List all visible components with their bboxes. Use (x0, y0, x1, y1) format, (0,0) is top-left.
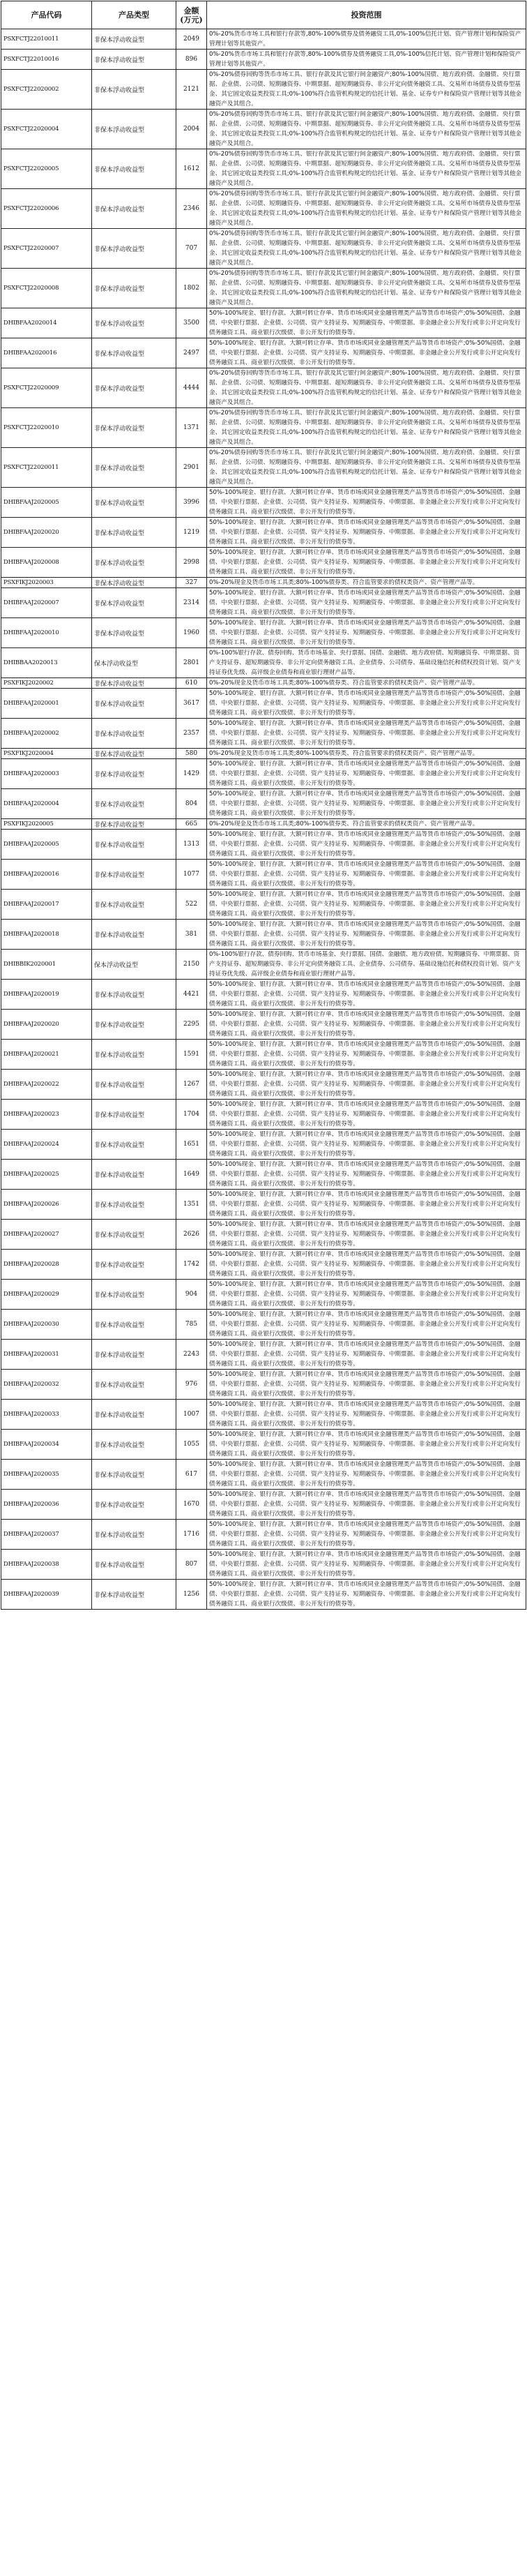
product-code-cell: DHIBFAAJ2020020 (1, 518, 92, 548)
product-code-cell: DHIBFAAJ2020025 (1, 1160, 92, 1190)
table-row (1, 1040, 526, 1070)
product-type-cell: 非保本浮动收益型 (92, 229, 176, 269)
product-type-cell: 非保本浮动收益型 (92, 920, 176, 950)
product-code-cell: PSXFCTJ22020006 (1, 189, 92, 229)
product-type-cell: 非保本浮动收益型 (92, 1340, 176, 1370)
product-type-cell: 非保本浮动收益型 (92, 1460, 176, 1490)
table-row (1, 189, 526, 229)
amount-cell: 3996 (176, 488, 207, 518)
product-code-cell: PSXFIKJ2020005 (1, 819, 92, 830)
table-row (1, 70, 526, 110)
table-row (1, 1520, 526, 1550)
table-row (1, 1280, 526, 1310)
amount-cell: 2121 (176, 70, 207, 110)
header-product-code: 产品代码 (1, 1, 92, 29)
product-type-cell: 非保本浮动收益型 (92, 488, 176, 518)
product-code-cell: DHIBFAAJ2020022 (1, 1070, 92, 1100)
product-type-cell: 非保本浮动收益型 (92, 408, 176, 448)
table-row (1, 338, 526, 368)
product-code-cell: DHIBFAAJ2020010 (1, 618, 92, 648)
table-row (1, 819, 526, 830)
header-amount (176, 1, 207, 29)
investment-scope-cell: 50%-100%现金、银行存款、大额可转让存单、货币市场或同业金融管理类产品等货币市场资产;0%-50%国债、金融债、中央银行票据、企业债、公司债、资产支持证券、短期融资券、中期票据、非金融企业公开发行或非公开定向发行债务融资工具、商业银行次级债、非公开发行的债券等。 (207, 1070, 526, 1100)
investment-scope-cell: 50%-100%现金、银行存款、大额可转让存单、货币市场或同业金融管理类产品等货币市场资产;0%-50%国债、金融债、中央银行票据、企业债、公司债、资产支持证券、短期融资券、中期票据、非金融企业公开发行或非公开定向发行债务融资工具、商业银行次级债、非公开发行的债券等。 (207, 338, 526, 368)
table-row (1, 408, 526, 448)
product-code-cell: DHIBBIK2020001 (1, 950, 92, 980)
amount-cell: 2243 (176, 1340, 207, 1370)
product-code-cell: DHIBFAAJ2020018 (1, 920, 92, 950)
amount-cell: 707 (176, 229, 207, 269)
table-row (1, 149, 526, 189)
product-code-cell: DHIBFAAJ2020016 (1, 860, 92, 890)
product-type-cell: 非保本浮动收益型 (92, 1370, 176, 1400)
amount-cell: 976 (176, 1370, 207, 1400)
product-code-cell: PSXFCTJ22020009 (1, 368, 92, 408)
investment-scope-cell: 50%-100%现金、银行存款、大额可转让存单、货币市场或同业金融管理类产品等货币市场资产;0%-50%国债、金融债、中央银行票据、企业债、公司债、资产支持证券、短期融资券、中期票据、非金融企业公开发行或非公开定向发行债务融资工具、商业银行次级债、非公开发行的债券等。 (207, 1190, 526, 1220)
table-row (1, 1370, 526, 1400)
table-row (1, 308, 526, 338)
investment-scope-cell: 0%-20%现金及货币市场工具类;80%-100%债券类、符合监管要求的债权类资产、资产管理产品等。 (207, 678, 526, 689)
product-code-cell: DHIBFAAJ2020037 (1, 1520, 92, 1550)
amount-cell: 807 (176, 1550, 207, 1580)
product-type-cell: 非保本浮动收益型 (92, 110, 176, 149)
table-row (1, 1100, 526, 1130)
product-code-cell: DHIBFAAJ2020003 (1, 759, 92, 789)
product-code-cell: DHIBFAAJ2020028 (1, 1250, 92, 1280)
investment-scope-cell: 50%-100%现金、银行存款、大额可转让存单、货币市场或同业金融管理类产品等货币市场资产;0%-50%国债、金融债、中央银行票据、企业债、公司债、资产支持证券、短期融资券、中期票据、非金融企业公开发行或非公开定向发行债务融资工具、商业银行次级债、非公开发行的债券等。 (207, 1400, 526, 1430)
amount-cell: 1651 (176, 1130, 207, 1160)
amount-cell: 3500 (176, 308, 207, 338)
investment-scope-cell: 0%-20%债券回购等货币市场工具、银行存款及其它银行间金融资产;80%-100%国债、地方政府债、金融债、央行票据、企业债、公司债、短期融资券、中期票据、超短期融资券、非公开定向债务融资工具、交易所市场债券及债券型基金、其它固定收益类投资工具;0%-100%符合监管机构规定的信托计划、基金、证券专户和保险资产管理计划等其他金融资产及其组合。 (207, 189, 526, 229)
product-code-cell: DHIBFAAJ2020005 (1, 830, 92, 860)
table-row (1, 1490, 526, 1520)
amount-cell: 1716 (176, 1520, 207, 1550)
amount-cell: 1077 (176, 860, 207, 890)
product-type-cell: 非保本浮动收益型 (92, 890, 176, 920)
table-row (1, 749, 526, 759)
investment-scope-cell: 50%-100%现金、银行存款、大额可转让存单、货币市场或同业金融管理类产品等货币市场资产;0%-50%国债、金融债、中央银行票据、企业债、公司债、资产支持证券、短期融资券、中期票据、非金融企业公开发行或非公开定向发行债务融资工具、商业银行次级债、非公开发行的债券等。 (207, 719, 526, 749)
product-code-cell: PSXFIKJ2020003 (1, 578, 92, 588)
amount-cell: 580 (176, 749, 207, 759)
investment-scope-cell: 0%-20%债券回购等货币市场工具、银行存款及其它银行间金融资产;80%-100%国债、地方政府债、金融债、央行票据、企业债、公司债、短期融资券、中期票据、超短期融资券、非公开定向债务融资工具、交易所市场债券及债券型基金、其它固定收益类投资工具;0%-100%符合监管机构规定的信托计划、基金、证券专户和保险资产管理计划等其他金融资产及其组合。 (207, 448, 526, 488)
investment-scope-cell: 50%-100%现金、银行存款、大额可转让存单、货币市场或同业金融管理类产品等货币市场资产;0%-50%国债、金融债、中央银行票据、企业债、公司债、资产支持证券、短期融资券、中期票据、非金融企业公开发行或非公开定向发行债务融资工具、商业银行次级债、非公开发行的债券等。 (207, 588, 526, 618)
investment-scope-cell: 0%-20%债券回购等货币市场工具、银行存款及其它银行间金融资产;80%-100%国债、地方政府债、金融债、央行票据、企业债、公司债、短期融资券、中期票据、超短期融资券、非公开定向债务融资工具、交易所市场债券及债券型基金、其它固定收益类投资工具;0%-100%符合监管机构规定的信托计划、基金、证券专户和保险资产管理计划等其他金融资产及其组合。 (207, 110, 526, 149)
amount-cell: 2357 (176, 719, 207, 749)
amount-cell: 2346 (176, 189, 207, 229)
table-row (1, 890, 526, 920)
investment-scope-cell: 50%-100%现金、银行存款、大额可转让存单、货币市场或同业金融管理类产品等货币市场资产;0%-50%国债、金融债、中央银行票据、企业债、公司债、资产支持证券、短期融资券、中期票据、非金融企业公开发行或非公开定向发行债务融资工具、商业银行次级债、非公开发行的债券等。 (207, 1040, 526, 1070)
product-type-cell: 保本浮动收益型 (92, 950, 176, 980)
table-row (1, 1460, 526, 1490)
amount-cell: 2901 (176, 448, 207, 488)
table-row (1, 648, 526, 678)
investment-scope-cell: 50%-100%现金、银行存款、大额可转让存单、货币市场或同业金融管理类产品等货币市场资产;0%-50%国债、金融债、中央银行票据、企业债、公司债、资产支持证券、短期融资券、中期票据、非金融企业公开发行或非公开定向发行债务融资工具、商业银行次级债、非公开发行的债券等。 (207, 920, 526, 950)
product-type-cell: 非保本浮动收益型 (92, 1040, 176, 1070)
table-row (1, 588, 526, 618)
product-code-cell: DHIBFAAJ2020019 (1, 980, 92, 1010)
product-type-cell: 非保本浮动收益型 (92, 1160, 176, 1190)
investment-scope-cell: 50%-100%现金、银行存款、大额可转让存单、货币市场或同业金融管理类产品等货币市场资产;0%-50%国债、金融债、中央银行票据、企业债、公司债、资产支持证券、短期融资券、中期票据、非金融企业公开发行或非公开定向发行债务融资工具、商业银行次级债、非公开发行的债券等。 (207, 759, 526, 789)
product-code-cell: DHIBBAA2020013 (1, 648, 92, 678)
product-type-cell: 非保本浮动收益型 (92, 1280, 176, 1310)
amount-cell: 3617 (176, 689, 207, 719)
table-row (1, 1580, 526, 1610)
amount-cell: 1802 (176, 269, 207, 308)
product-type-cell: 非保本浮动收益型 (92, 368, 176, 408)
amount-cell: 1007 (176, 1400, 207, 1430)
investment-scope-cell: 50%-100%现金、银行存款、大额可转让存单、货币市场或同业金融管理类产品等货币市场资产;0%-50%国债、金融债、中央银行票据、企业债、公司债、资产支持证券、短期融资券、中期票据、非金融企业公开发行或非公开定向发行债务融资工具、商业银行次级债、非公开发行的债券等。 (207, 789, 526, 819)
investment-scope-cell: 50%-100%现金、银行存款、大额可转让存单、货币市场或同业金融管理类产品等货币市场资产;0%-50%国债、金融债、中央银行票据、企业债、公司债、资产支持证券、短期融资券、中期票据、非金融企业公开发行或非公开定向发行债务融资工具、商业银行次级债、非公开发行的债券等。 (207, 1250, 526, 1280)
product-code-cell: PSXFCTJ22010016 (1, 50, 92, 70)
amount-cell: 1649 (176, 1160, 207, 1190)
investment-scope-cell: 0%-20%债券回购等货币市场工具、银行存款及其它银行间金融资产;80%-100%国债、地方政府债、金融债、央行票据、企业债、公司债、短期融资券、中期票据、超短期融资券、非公开定向债务融资工具、交易所市场债券及债券型基金、其它固定收益类投资工具;0%-100%符合监管机构规定的信托计划、基金、证券专户和保险资产管理计划等其他金融资产及其组合。 (207, 269, 526, 308)
product-type-cell: 非保本浮动收益型 (92, 448, 176, 488)
investment-scope-cell: 50%-100%现金、银行存款、大额可转让存单、货币市场或同业金融管理类产品等货币市场资产;0%-50%国债、金融债、中央银行票据、企业债、公司债、资产支持证券、短期融资券、中期票据、非金融企业公开发行或非公开定向发行债务融资工具、商业银行次级债、非公开发行的债券等。 (207, 980, 526, 1010)
table-row (1, 1430, 526, 1460)
product-code-cell: DHIBFAAJ2020036 (1, 1490, 92, 1520)
investment-scope-cell: 0%-20%债券回购等货币市场工具、银行存款及其它银行间金融资产;80%-100%国债、地方政府债、金融债、央行票据、企业债、公司债、短期融资券、中期票据、超短期融资券、非公开定向债务融资工具、交易所市场债券及债券型基金、其它固定收益类投资工具;0%-100%符合监管机构规定的信托计划、基金、证券专户和保险资产管理计划等其他金融资产及其组合。 (207, 368, 526, 408)
investment-scope-cell: 0%-20%现金及货币市场工具类;80%-100%债券类、符合监管要求的债权类资产、资产管理产品等。 (207, 749, 526, 759)
product-code-cell: PSXFCTJ22020011 (1, 448, 92, 488)
product-type-cell: 非保本浮动收益型 (92, 1310, 176, 1340)
investment-scope-cell: 50%-100%现金、银行存款、大额可转让存单、货币市场或同业金融管理类产品等货币市场资产;0%-50%国债、金融债、中央银行票据、企业债、公司债、资产支持证券、短期融资券、中期票据、非金融企业公开发行或非公开定向发行债务融资工具、商业银行次级债、非公开发行的债券等。 (207, 1310, 526, 1340)
product-code-cell: PSXFCTJ22020010 (1, 408, 92, 448)
product-type-cell: 非保本浮动收益型 (92, 1100, 176, 1130)
amount-cell: 1256 (176, 1580, 207, 1610)
table-row (1, 29, 526, 50)
amount-cell: 1371 (176, 408, 207, 448)
product-code-cell: PSXFIKJ2020004 (1, 749, 92, 759)
table-row (1, 678, 526, 689)
table-row (1, 1010, 526, 1040)
product-code-cell: DHIBFAA2020016 (1, 338, 92, 368)
product-type-cell: 非保本浮动收益型 (92, 719, 176, 749)
investment-scope-cell: 50%-100%现金、银行存款、大额可转让存单、货币市场或同业金融管理类产品等货币市场资产;0%-50%国债、金融债、中央银行票据、企业债、公司债、资产支持证券、短期融资券、中期票据、非金融企业公开发行或非公开定向发行债务融资工具、商业银行次级债、非公开发行的债券等。 (207, 1490, 526, 1520)
table-row (1, 1220, 526, 1250)
table-row (1, 548, 526, 578)
investment-scope-cell: 0%-20%货币市场工具和银行存款等,80%-100%债券及债务融资工具,0%-100%信托计划、资产管理计划和保险资产管理计划等其他资产。 (207, 50, 526, 70)
product-code-cell: PSXFIKJ2020002 (1, 678, 92, 689)
amount-cell: 522 (176, 890, 207, 920)
investment-scope-cell: 50%-100%现金、银行存款、大额可转让存单、货币市场或同业金融管理类产品等货币市场资产;0%-50%国债、金融债、中央银行票据、企业债、公司债、资产支持证券、短期融资券、中期票据、非金融企业公开发行或非公开定向发行债务融资工具、商业银行次级债、非公开发行的债券等。 (207, 890, 526, 920)
amount-cell: 896 (176, 50, 207, 70)
product-code-cell: PSXFCTJ22020004 (1, 110, 92, 149)
table-row (1, 110, 526, 149)
amount-cell: 1612 (176, 149, 207, 189)
product-code-cell: DHIBFAAJ2020026 (1, 1190, 92, 1220)
amount-cell: 1704 (176, 1100, 207, 1130)
investment-scope-cell: 0%-20%现金及货币市场工具类;80%-100%债券类、符合监管要求的债权类资产、资产管理产品等。 (207, 578, 526, 588)
amount-cell: 1219 (176, 518, 207, 548)
amount-cell: 2295 (176, 1010, 207, 1040)
amount-cell: 1313 (176, 830, 207, 860)
investment-scope-cell: 0%-20%货币市场工具和银行存款等,80%-100%债券及债务融资工具,0%-100%信托计划、资产管理计划和保险资产管理计划等其他资产。 (207, 29, 526, 50)
table-row (1, 759, 526, 789)
header-investment-scope: 投资范围 (207, 1, 526, 29)
product-code-cell: PSXFCTJ22020007 (1, 229, 92, 269)
product-type-cell: 非保本浮动收益型 (92, 269, 176, 308)
table-row (1, 789, 526, 819)
table-row (1, 1310, 526, 1340)
table-row (1, 269, 526, 308)
product-code-cell: DHIBFAAJ2020035 (1, 1460, 92, 1490)
product-type-cell: 非保本浮动收益型 (92, 1250, 176, 1280)
product-code-cell: PSXFCTJ22020008 (1, 269, 92, 308)
investment-scope-cell: 50%-100%现金、银行存款、大额可转让存单、货币市场或同业金融管理类产品等货币市场资产;0%-50%国债、金融债、中央银行票据、企业债、公司债、资产支持证券、短期融资券、中期票据、非金融企业公开发行或非公开定向发行债务融资工具、商业银行次级债、非公开发行的债券等。 (207, 1220, 526, 1250)
product-type-cell: 非保本浮动收益型 (92, 70, 176, 110)
product-type-cell: 非保本浮动收益型 (92, 1520, 176, 1550)
investment-scope-cell: 0%-20%债券回购等货币市场工具、银行存款及其它银行间金融资产;80%-100%国债、地方政府债、金融债、央行票据、企业债、公司债、短期融资券、中期票据、超短期融资券、非公开定向债务融资工具、交易所市场债券及债券型基金、其它固定收益类投资工具;0%-100%符合监管机构规定的信托计划、基金、证券专户和保险资产管理计划等其他金融资产及其组合。 (207, 149, 526, 189)
table-row (1, 689, 526, 719)
amount-cell: 1591 (176, 1040, 207, 1070)
investment-scope-cell: 50%-100%现金、银行存款、大额可转让存单、货币市场或同业金融管理类产品等货币市场资产;0%-50%国债、金融债、中央银行票据、企业债、公司债、资产支持证券、短期融资券、中期票据、非金融企业公开发行或非公开定向发行债务融资工具、商业银行次级债、非公开发行的债券等。 (207, 308, 526, 338)
product-type-cell: 非保本浮动收益型 (92, 548, 176, 578)
table-row (1, 1400, 526, 1430)
product-code-cell: DHIBFAAJ2020020 (1, 1010, 92, 1040)
amount-cell: 804 (176, 789, 207, 819)
amount-cell: 381 (176, 920, 207, 950)
product-code-cell: DHIBFAAJ2020038 (1, 1550, 92, 1580)
product-code-cell: DHIBFAAJ2020007 (1, 588, 92, 618)
investment-scope-cell: 50%-100%现金、银行存款、大额可转让存单、货币市场或同业金融管理类产品等货币市场资产;0%-50%国债、金融债、中央银行票据、企业债、公司债、资产支持证券、短期融资券、中期票据、非金融企业公开发行或非公开定向发行债务融资工具、商业银行次级债、非公开发行的债券等。 (207, 1010, 526, 1040)
investment-scope-cell: 50%-100%现金、银行存款、大额可转让存单、货币市场或同业金融管理类产品等货币市场资产;0%-50%国债、金融债、中央银行票据、企业债、公司债、资产支持证券、短期融资券、中期票据、非金融企业公开发行或非公开定向发行债务融资工具、商业银行次级债、非公开发行的债券等。 (207, 1370, 526, 1400)
product-type-cell: 非保本浮动收益型 (92, 860, 176, 890)
header-amount-unit: (万元) (180, 15, 203, 24)
table-row (1, 1130, 526, 1160)
product-type-cell: 非保本浮动收益型 (92, 819, 176, 830)
amount-cell: 4444 (176, 368, 207, 408)
product-code-cell: DHIBFAAJ2020004 (1, 789, 92, 819)
table-row (1, 618, 526, 648)
investment-scope-cell: 50%-100%现金、银行存款、大额可转让存单、货币市场或同业金融管理类产品等货币市场资产;0%-50%国债、金融债、中央银行票据、企业债、公司债、资产支持证券、短期融资券、中期票据、非金融企业公开发行或非公开定向发行债务融资工具、商业银行次级债、非公开发行的债券等。 (207, 860, 526, 890)
amount-cell: 2150 (176, 950, 207, 980)
table-row (1, 1340, 526, 1370)
table-row (1, 50, 526, 70)
product-code-cell: DHIBFAAJ2020029 (1, 1280, 92, 1310)
investment-scope-cell: 50%-100%现金、银行存款、大额可转让存单、货币市场或同业金融管理类产品等货币市场资产;0%-50%国债、金融债、中央银行票据、企业债、公司债、资产支持证券、短期融资券、中期票据、非金融企业公开发行或非公开定向发行债务融资工具、商业银行次级债、非公开发行的债券等。 (207, 830, 526, 860)
product-code-cell: DHIBFAAJ2020005 (1, 488, 92, 518)
product-code-cell: DHIBFAAJ2020021 (1, 1040, 92, 1070)
product-type-cell: 非保本浮动收益型 (92, 189, 176, 229)
table-row (1, 920, 526, 950)
amount-cell: 2626 (176, 1220, 207, 1250)
amount-cell: 1670 (176, 1490, 207, 1520)
amount-cell: 1742 (176, 1250, 207, 1280)
table-row (1, 1160, 526, 1190)
product-type-cell: 非保本浮动收益型 (92, 830, 176, 860)
amount-cell: 2998 (176, 548, 207, 578)
product-type-cell: 非保本浮动收益型 (92, 759, 176, 789)
product-code-cell: DHIBFAA2020014 (1, 308, 92, 338)
product-code-cell: DHIBFAAJ2020039 (1, 1580, 92, 1610)
product-type-cell: 非保本浮动收益型 (92, 1070, 176, 1100)
amount-cell: 904 (176, 1280, 207, 1310)
amount-cell: 2004 (176, 110, 207, 149)
amount-cell: 2049 (176, 29, 207, 50)
table-row (1, 1190, 526, 1220)
product-type-cell: 非保本浮动收益型 (92, 149, 176, 189)
product-type-cell: 非保本浮动收益型 (92, 518, 176, 548)
product-table (1, 1, 526, 1610)
amount-cell: 1960 (176, 618, 207, 648)
table-row (1, 950, 526, 980)
product-type-cell: 非保本浮动收益型 (92, 308, 176, 338)
product-code-cell: DHIBFAAJ2020030 (1, 1310, 92, 1340)
product-type-cell: 非保本浮动收益型 (92, 29, 176, 50)
investment-scope-cell: 50%-100%现金、银行存款、大额可转让存单、货币市场或同业金融管理类产品等货币市场资产;0%-50%国债、金融债、中央银行票据、企业债、公司债、资产支持证券、短期融资券、中期票据、非金融企业公开发行或非公开定向发行债务融资工具、商业银行次级债、非公开发行的债券等。 (207, 1550, 526, 1580)
investment-scope-cell: 50%-100%现金、银行存款、大额可转让存单、货币市场或同业金融管理类产品等货币市场资产;0%-50%国债、金融债、中央银行票据、企业债、公司债、资产支持证券、短期融资券、中期票据、非金融企业公开发行或非公开定向发行债务融资工具、商业银行次级债、非公开发行的债券等。 (207, 1100, 526, 1130)
product-code-cell: DHIBFAAJ2020002 (1, 719, 92, 749)
product-type-cell: 非保本浮动收益型 (92, 1130, 176, 1160)
product-code-cell: DHIBFAAJ2020017 (1, 890, 92, 920)
product-code-cell: DHIBFAAJ2020008 (1, 548, 92, 578)
product-type-cell: 非保本浮动收益型 (92, 980, 176, 1010)
investment-scope-cell: 50%-100%现金、银行存款、大额可转让存单、货币市场或同业金融管理类产品等货币市场资产;0%-50%国债、金融债、中央银行票据、企业债、公司债、资产支持证券、短期融资券、中期票据、非金融企业公开发行或非公开定向发行债务融资工具、商业银行次级债、非公开发行的债券等。 (207, 1130, 526, 1160)
table-row (1, 448, 526, 488)
product-type-cell: 非保本浮动收益型 (92, 578, 176, 588)
investment-scope-cell: 50%-100%现金、银行存款、大额可转让存单、货币市场或同业金融管理类产品等货币市场资产;0%-50%国债、金融债、中央银行票据、企业债、公司债、资产支持证券、短期融资券、中期票据、非金融企业公开发行或非公开定向发行债务融资工具、商业银行次级债、非公开发行的债券等。 (207, 689, 526, 719)
product-type-cell: 非保本浮动收益型 (92, 1400, 176, 1430)
product-code-cell: DHIBFAAJ2020024 (1, 1130, 92, 1160)
product-type-cell: 保本浮动收益型 (92, 648, 176, 678)
product-code-cell: DHIBFAAJ2020023 (1, 1100, 92, 1130)
table-row (1, 229, 526, 269)
table-body (1, 29, 526, 1610)
product-type-cell: 非保本浮动收益型 (92, 749, 176, 759)
table-row (1, 719, 526, 749)
table-row (1, 1070, 526, 1100)
product-code-cell: DHIBFAAJ2020001 (1, 689, 92, 719)
investment-scope-cell: 0%-20%债券回购等货币市场工具、银行存款及其它银行间金融资产;80%-100%国债、地方政府债、金融债、央行票据、企业债、公司债、短期融资券、中期票据、超短期融资券、非公开定向债务融资工具、交易所市场债券及债券型基金、其它固定收益类投资工具;0%-100%符合监管机构规定的信托计划、基金、证券专户和保险资产管理计划等其他金融资产及其组合。 (207, 408, 526, 448)
investment-scope-cell: 50%-100%现金、银行存款、大额可转让存单、货币市场或同业金融管理类产品等货币市场资产;0%-50%国债、金融债、中央银行票据、企业债、公司债、资产支持证券、短期融资券、中期票据、非金融企业公开发行或非公开定向发行债务融资工具、商业银行次级债、非公开发行的债券等。 (207, 488, 526, 518)
investment-scope-cell: 50%-100%现金、银行存款、大额可转让存单、货币市场或同业金融管理类产品等货币市场资产;0%-50%国债、金融债、中央银行票据、企业债、公司债、资产支持证券、短期融资券、中期票据、非金融企业公开发行或非公开定向发行债务融资工具、商业银行次级债、非公开发行的债券等。 (207, 548, 526, 578)
investment-scope-cell: 50%-100%现金、银行存款、大额可转让存单、货币市场或同业金融管理类产品等货币市场资产;0%-50%国债、金融债、中央银行票据、企业债、公司债、资产支持证券、短期融资券、中期票据、非金融企业公开发行或非公开定向发行债务融资工具、商业银行次级债、非公开发行的债券等。 (207, 618, 526, 648)
product-code-cell: DHIBFAAJ2020031 (1, 1340, 92, 1370)
product-code-cell: PSXFCTJ22020005 (1, 149, 92, 189)
product-type-cell: 非保本浮动收益型 (92, 1430, 176, 1460)
amount-cell: 2801 (176, 648, 207, 678)
product-type-cell: 非保本浮动收益型 (92, 1220, 176, 1250)
table-header-row (1, 1, 526, 29)
product-type-cell: 非保本浮动收益型 (92, 1010, 176, 1040)
table-row (1, 488, 526, 518)
investment-scope-cell: 50%-100%现金、银行存款、大额可转让存单、货币市场或同业金融管理类产品等货币市场资产;0%-50%国债、金融债、中央银行票据、企业债、公司债、资产支持证券、短期融资券、中期票据、非金融企业公开发行或非公开定向发行债务融资工具、商业银行次级债、非公开发行的债券等。 (207, 518, 526, 548)
investment-scope-cell: 0%-20%债券回购等货币市场工具、银行存款及其它银行间金融资产;80%-100%国债、地方政府债、金融债、央行票据、企业债、公司债、短期融资券、中期票据、超短期融资券、非公开定向债务融资工具、交易所市场债券及债券型基金、其它固定收益类投资工具;0%-100%符合监管机构规定的信托计划、基金、证券专户和保险资产管理计划等其他金融资产及其组合。 (207, 70, 526, 110)
investment-scope-cell: 50%-100%现金、银行存款、大额可转让存单、货币市场或同业金融管理类产品等货币市场资产;0%-50%国债、金融债、中央银行票据、企业债、公司债、资产支持证券、短期融资券、中期票据、非金融企业公开发行或非公开定向发行债务融资工具、商业银行次级债、非公开发行的债券等。 (207, 1520, 526, 1550)
investment-scope-cell: 50%-100%现金、银行存款、大额可转让存单、货币市场或同业金融管理类产品等货币市场资产;0%-50%国债、金融债、中央银行票据、企业债、公司债、资产支持证券、短期融资券、中期票据、非金融企业公开发行或非公开定向发行债务融资工具、商业银行次级债、非公开发行的债券等。 (207, 1580, 526, 1610)
investment-scope-cell: 50%-100%现金、银行存款、大额可转让存单、货币市场或同业金融管理类产品等货币市场资产;0%-50%国债、金融债、中央银行票据、企业债、公司债、资产支持证券、短期融资券、中期票据、非金融企业公开发行或非公开定向发行债务融资工具、商业银行次级债、非公开发行的债券等。 (207, 1460, 526, 1490)
amount-cell: 617 (176, 1460, 207, 1490)
product-type-cell: 非保本浮动收益型 (92, 50, 176, 70)
amount-cell: 1351 (176, 1190, 207, 1220)
amount-cell: 2314 (176, 588, 207, 618)
amount-cell: 1267 (176, 1070, 207, 1100)
table-row (1, 368, 526, 408)
product-type-cell: 非保本浮动收益型 (92, 1580, 176, 1610)
header-product-type: 产品类型 (92, 1, 176, 29)
product-type-cell: 非保本浮动收益型 (92, 678, 176, 689)
product-type-cell: 非保本浮动收益型 (92, 618, 176, 648)
amount-cell: 785 (176, 1310, 207, 1340)
product-code-cell: DHIBFAAJ2020032 (1, 1370, 92, 1400)
table-row (1, 578, 526, 588)
amount-cell: 1055 (176, 1430, 207, 1460)
product-code-cell: DHIBFAAJ2020027 (1, 1220, 92, 1250)
table-row (1, 830, 526, 860)
table-row (1, 518, 526, 548)
product-type-cell: 非保本浮动收益型 (92, 338, 176, 368)
table-row (1, 860, 526, 890)
amount-cell: 327 (176, 578, 207, 588)
investment-scope-cell: 0%-20%债券回购等货币市场工具、银行存款及其它银行间金融资产;80%-100%国债、地方政府债、金融债、央行票据、企业债、公司债、短期融资券、中期票据、超短期融资券、非公开定向债务融资工具、交易所市场债券及债券型基金、其它固定收益类投资工具;0%-100%符合监管机构规定的信托计划、基金、证券专户和保险资产管理计划等其他金融资产及其组合。 (207, 229, 526, 269)
header-amount-label: 金额 (183, 6, 199, 15)
product-type-cell: 非保本浮动收益型 (92, 689, 176, 719)
investment-scope-cell: 0%-100%银行存款、债券回购、货币市场基金、央行票据、国债、金融债、地方政府债、短期融资券、中期票据、资产支持证券、超短期融资券、非公开定向债务融资工具、企业债券、公司债券、基础设施信托和债权投资计划、资产支持证券优先级、高评级企业债券和商业银行理财产品等。 (207, 950, 526, 980)
amount-cell: 665 (176, 819, 207, 830)
product-code-cell: PSXFCTJ22020002 (1, 70, 92, 110)
product-code-cell: PSXFCTJ22010011 (1, 29, 92, 50)
investment-scope-cell: 50%-100%现金、银行存款、大额可转让存单、货币市场或同业金融管理类产品等货币市场资产;0%-50%国债、金融债、中央银行票据、企业债、公司债、资产支持证券、短期融资券、中期票据、非金融企业公开发行或非公开定向发行债务融资工具、商业银行次级债、非公开发行的债券等。 (207, 1340, 526, 1370)
investment-scope-cell: 0%-20%现金及货币市场工具类;80%-100%债券类、符合监管要求的债权类资产、资产管理产品等。 (207, 819, 526, 830)
product-code-cell: DHIBFAAJ2020033 (1, 1400, 92, 1430)
product-type-cell: 非保本浮动收益型 (92, 1190, 176, 1220)
investment-scope-cell: 50%-100%现金、银行存款、大额可转让存单、货币市场或同业金融管理类产品等货币市场资产;0%-50%国债、金融债、中央银行票据、企业债、公司债、资产支持证券、短期融资券、中期票据、非金融企业公开发行或非公开定向发行债务融资工具、商业银行次级债、非公开发行的债券等。 (207, 1280, 526, 1310)
product-type-cell: 非保本浮动收益型 (92, 588, 176, 618)
amount-cell: 4421 (176, 980, 207, 1010)
amount-cell: 610 (176, 678, 207, 689)
product-type-cell: 非保本浮动收益型 (92, 1490, 176, 1520)
product-code-cell: DHIBFAAJ2020034 (1, 1430, 92, 1460)
investment-scope-cell: 0%-100%银行存款、债券回购、货币市场基金、央行票据、国债、金融债、地方政府债、短期融资券、中期票据、资产支持证券、超短期融资券、非公开定向债务融资工具、企业债券、公司债券、基础设施信托和债权投资计划、资产支持证券优先级、高评级企业债券和商业银行理财产品等。 (207, 648, 526, 678)
table-row (1, 1550, 526, 1580)
investment-scope-cell: 50%-100%现金、银行存款、大额可转让存单、货币市场或同业金融管理类产品等货币市场资产;0%-50%国债、金融债、中央银行票据、企业债、公司债、资产支持证券、短期融资券、中期票据、非金融企业公开发行或非公开定向发行债务融资工具、商业银行次级债、非公开发行的债券等。 (207, 1430, 526, 1460)
product-type-cell: 非保本浮动收益型 (92, 789, 176, 819)
table-row (1, 980, 526, 1010)
product-type-cell: 非保本浮动收益型 (92, 1550, 176, 1580)
amount-cell: 1429 (176, 759, 207, 789)
table-row (1, 1250, 526, 1280)
amount-cell: 2497 (176, 338, 207, 368)
investment-scope-cell: 50%-100%现金、银行存款、大额可转让存单、货币市场或同业金融管理类产品等货币市场资产;0%-50%国债、金融债、中央银行票据、企业债、公司债、资产支持证券、短期融资券、中期票据、非金融企业公开发行或非公开定向发行债务融资工具、商业银行次级债、非公开发行的债券等。 (207, 1160, 526, 1190)
